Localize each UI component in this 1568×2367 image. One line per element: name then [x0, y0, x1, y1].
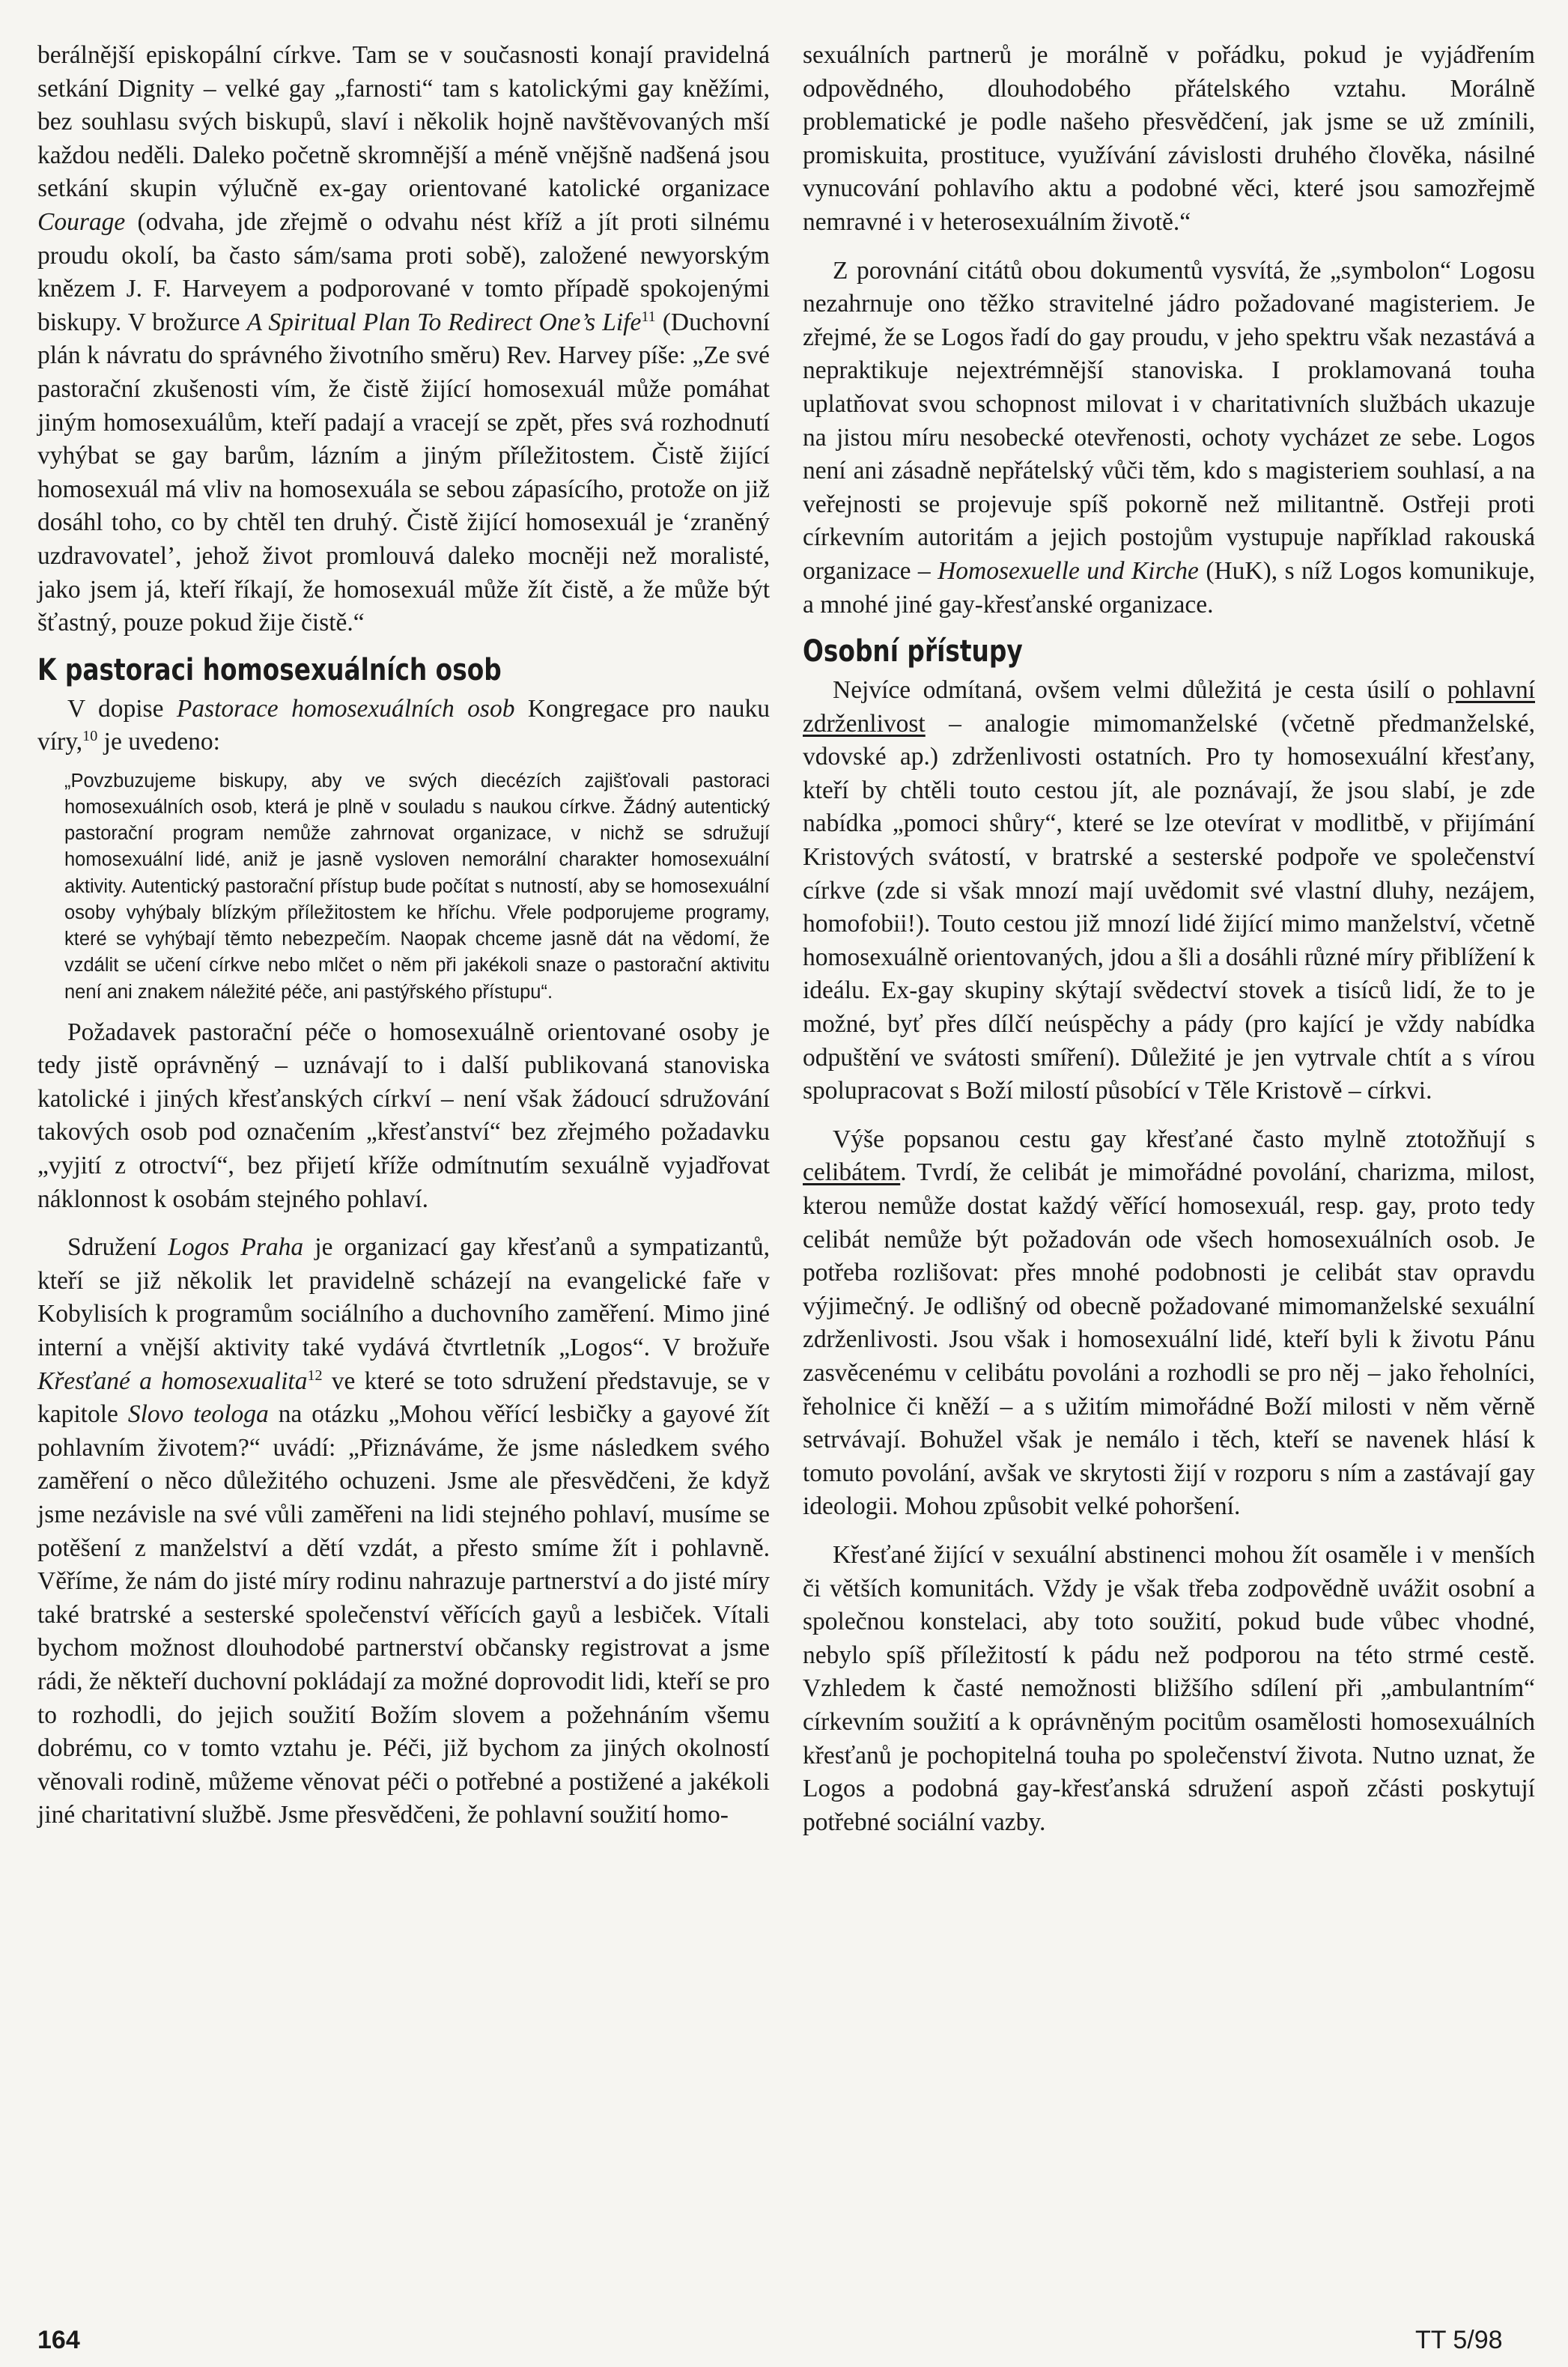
left-column — [37, 39, 770, 1832]
paragraph: Z porovnání citátů obou dokumentů vysvítá, že „symbolon“ Logosu nezahrnuje ono těžko stravitelné jádro požadované magisteriem. Je zřejmé, že se Logos řadí do gay proudu, v jeho spektru však nezastává a nepraktikuje nejextrémnější stanoviska. I proklamovaná touha uplatňovat svou schopnost milovat i v charitativních službách ukazuje na jistou míru nesobecké otevřenosti, ochoty vycházet ze sebe. Logos není ani zásadně nepřátelský vůči těm, kdo s magisteriem souhlasí, a na veřejnosti se projevuje spíš pokorně než militantně. Ostřeji proti církevním autoritám a jejich postojům vystupuje například rakouská organizace – Homosexuelle und Kirche (HuK), s níž Logos komunikuje, a mnohé jiné gay-křesťanské organizace. — [803, 256, 1536, 619]
right-column — [803, 39, 1535, 1839]
organization-name: Logos Praha — [168, 1233, 304, 1262]
footnote-ref: 11 — [641, 308, 656, 325]
footnote-ref: 12 — [307, 1367, 323, 1384]
book-title: Křesťané a homosexualita — [37, 1367, 308, 1395]
document-title: Pastorace homosexuálních osob — [176, 694, 515, 723]
section-heading: K pastoraci homosexuálních osob — [37, 652, 502, 687]
underlined-term: pohlavní zdrženlivost — [803, 676, 1535, 738]
chapter-title: Slovo teologa — [127, 1400, 269, 1429]
paragraph: V dopise Pastorace homosexuálních osob Kongregace pro nauku víry,$^{10}$ je uvedeno: — [37, 694, 770, 756]
paragraph: berálnější episkopální církve. Tam se v současnosti konají pravidelná setkání Dignity – velké gay „farnosti“ tam s katolickými gay kněžími, bez souhlasu svých biskupů, slaví i několik hojně navštěvovaných mší každou neděli. Daleko početně skromnější a méně vnějšně nadšená jsou setkání skupin výlučně ex-gay orientované katolické organizace Courage (odvaha, jde zřejmě o odvahu nést kříž a jít proti silnému proudu okolí, ba často sám/sama proti sobě), založené newyorským knězem J. F. Harveyem a podporované v tomto případě spokojenými biskupy. V brožurce A Spiritual Plan To Redirect One’s Life$^{11}$ (Duchovní plán k návratu do správného životního směru) Rev. Harvey píše: „Ze své pastorační zkušenosti vím, že čistě žijící homosexuál může pomáhat jiným homosexuálům, kteří padají a vracejí se zpět, přes svá rozhodnutí vyhýbat se gay barům, lázním a jiným příležitostem. Čistě žijící homosexuál má vliv na homosexuála se sebou zápasícího, protože on již dosáhl toho, co by chtěl ten druhý. Čistě žijící homosexuál je ‘zraněný uzdravovatel’, jehož život promlouvá daleko mocněji než moralisté, jako jsem já, kteří říkají, že homosexuál může žít čistě, a že může být šťastný, pouze pokud žije čistě.“ — [37, 41, 770, 637]
paragraph: Výše popsanou cestu gay křesťané často mylně ztotožňují s celibátem. Tvrdí, že celibát je mimořádné povolání, charizma, milost, kterou nemůže dostat každý věřící homosexuál, resp. gay, proto tedy celibát nemůže být požadován ode všech homosexuálních osob. Je potřeba rozlišovat: přes mnohé podobnosti je celibát stav opravdu výjimečný. Je odlišný od obecně požadované mimomanželské sexuální zdrženlivosti. Jsou však i homosexuální lidé, kteří byli k životu Pánu zasvěcenému v celibátu povoláni a rozhodli se pro něj – jako řeholníci, řeholnice či kněží – a s užitím mimořádné Boží milosti v něm věrně setrvávají. Bohužel však je nemálo i těch, kteří se navenek hlásí k tomuto povolání, avšak ve skrytosti žijí v rozporu s ním a zastávají gay ideologii. Mohou způsobit velké pohoršení. — [803, 1125, 1535, 1521]
organization-name: Homosexuelle und Kirche — [938, 556, 1199, 585]
page-number: 164 — [37, 2326, 80, 2354]
paragraph: Křesťané žijící v sexuální abstinenci mohou žít osaměle i v menších či větších komunitách. Vždy je však třeba zodpovědně uvážit osobní a společnou konstelaci, aby toto soužití, pokud bude vůbec vhodné, nebylo spíš příležitostí k pádu než podporou na této strmé cestě. Vzhledem k časté nemožnosti bližšího sdílení při „ambulantním“ církevním soužití a k oprávněným pocitům osamělosti homosexuálních křesťanů je pochopitelná touha po společenství života. Nutno uznat, že Logos a podobná gay-křesťanská sdružení aspoň zčásti poskytují potřebné sociální vazby. — [803, 1540, 1535, 1836]
paragraph: sexuálních partnerů je morálně v pořádku, pokud je vyjádřením odpovědného, dlouhodobého přátelského vztahu. Morálně problematické je podle našeho přesvědčení, jak jsme se už zmínili, promiskuita, prostituce, využívání závislosti druhého člověka, násilné vynucování pohlavího aktu a podobné věci, které jsou samozřejmě nemravné i v heterosexuálním životě.“ — [803, 41, 1535, 236]
paragraph: Požadavek pastorační péče o homosexuálně orientované osoby je tedy jistě oprávněný – uznávají to i další publikovaná stanoviska katolické i jiných křesťanských církví – není však žádoucí sdružování takových osob pod označením „křesťanství“ bez zřejmého požadavku „vyjití z otroctví“, bez přijetí kříže odmítnutím sexuálně vyjadřovat náklonnost k osobám stejného pohlaví. — [37, 1018, 770, 1213]
block-quote: „Povzbuzujeme biskupy, aby ve svých diecézích zajišťovali pastoraci homosexuálních osob, která je plně v souladu s naukou církve. Žádný autentický pastorační program nemůže zahrnovat organizace, v nichž se sdružují homosexuální lidé, aniž je jasně vysloven nemorální charakter homosexuální aktivity. Autentický pastorační přístup bude počítat s nutností, aby se homosexuální osoby vyhýbaly blízkým příležitostem ke hříchu. Vřele podporujeme programy, které se vyhýbají těmto nebezpečím. Naopak chceme jasně dát na vědomí, že vzdálit se učení církve nebo mlčet o něm při jakékoli snaze o pastorační aktivitu není ani znakem náležité péče, ani pastýřského přístupu“. — [64, 770, 770, 1003]
paragraph: Sdružení Logos Praha je organizací gay křesťanů a sympatizantů, kteří se již několik let pravidelně scházejí na evangelické faře v Kobylisích k programům sociálního a duchovního zaměření. Mimo jiné interní a vnější aktivity také vydává čtvrtletník „Logos“. V brožuře Křesťané a homosexualita$^{12}$ ve které se toto sdružení představuje, se v kapitole Slovo teologa na otázku „Mohou věřící lesbičky a gayové žít pohlavním životem?“ uvádí: „Přiznáváme, že jsme následkem svého zaměření o něco důležitého ochuzeni. Jsme ale přesvědčeni, že když jsme nezávisle na své vůli zaměřeni na lidi stejného pohlaví, musíme se potěšení z manželství a dětí vzdát, a přesto smíme žít i pohlavně. Věříme, že nám do jisté míry rodinu nahrazuje partnerství a do jisté míry také bratrské a sesterské společenství věřících gayů a lesbiček. Vítali bychom možnost dlouhodobé partnerství občansky registrovat a jsme rádi, že někteří duchovní pokládají za možné doprovodit lidi, kteří se pro to rozhodli, do jejich soužití Božím slovem a požehnáním všemu dobrému, co v tomto vztahu je. Péči, již bychom za jiných okolností věnovali rodině, můžeme věnovat péči o potřebné a postižené a jakékoli jiné charitativní službě. Jsme přesvědčeni, že pohlavní soužití homo- — [37, 1233, 770, 1829]
paragraph: Nejvíce odmítaná, ovšem velmi důležitá je cesta úsilí o pohlavní zdrženlivost – analogie mimomanželské (včetně předmanželské, vdovské ap.) zdrženlivosti ostatních. Pro ty homosexuální křesťany, kteří by chtěli touto cestou jít, ale poznávají, že jsou slabí, je zde nabídka „pomoci shůry“, které se lze otevírat v modlitbě, v přijímání Kristových svátostí, v bratrské a sesterské podpoře ve společenství církve (zde si však mnozí mají uvědomit své vlastní dluhy, nezájem, homofobii!). Touto cestou již mnozí lidé žijící mimo manželství, včetně homosexuálně orientovaných, jdou a šli a dosáhli různé míry přiblížení k ideálu. Ex-gay skupiny skýtají svědectví stovek a tisíců lidí, že to je možné, byť přes dílčí neúspěchy a pády (pro kající je vždy nabídka odpuštění ve svátosti smíření). Důležité je jen vytrvale chtít a s vírou spolupracovat s Boží milostí působící v Těle Kristově – církvi. — [803, 676, 1535, 1105]
issue-label: TT 5/98 — [1415, 2326, 1503, 2354]
book-title: A Spiritual Plan To Redirect One’s Life — [246, 308, 642, 336]
organization-name: Courage — [37, 207, 126, 236]
underlined-term: celibátem — [803, 1158, 901, 1187]
section-heading: Osobní přístupy — [803, 634, 1023, 669]
footnote-ref: 10 — [82, 728, 98, 745]
